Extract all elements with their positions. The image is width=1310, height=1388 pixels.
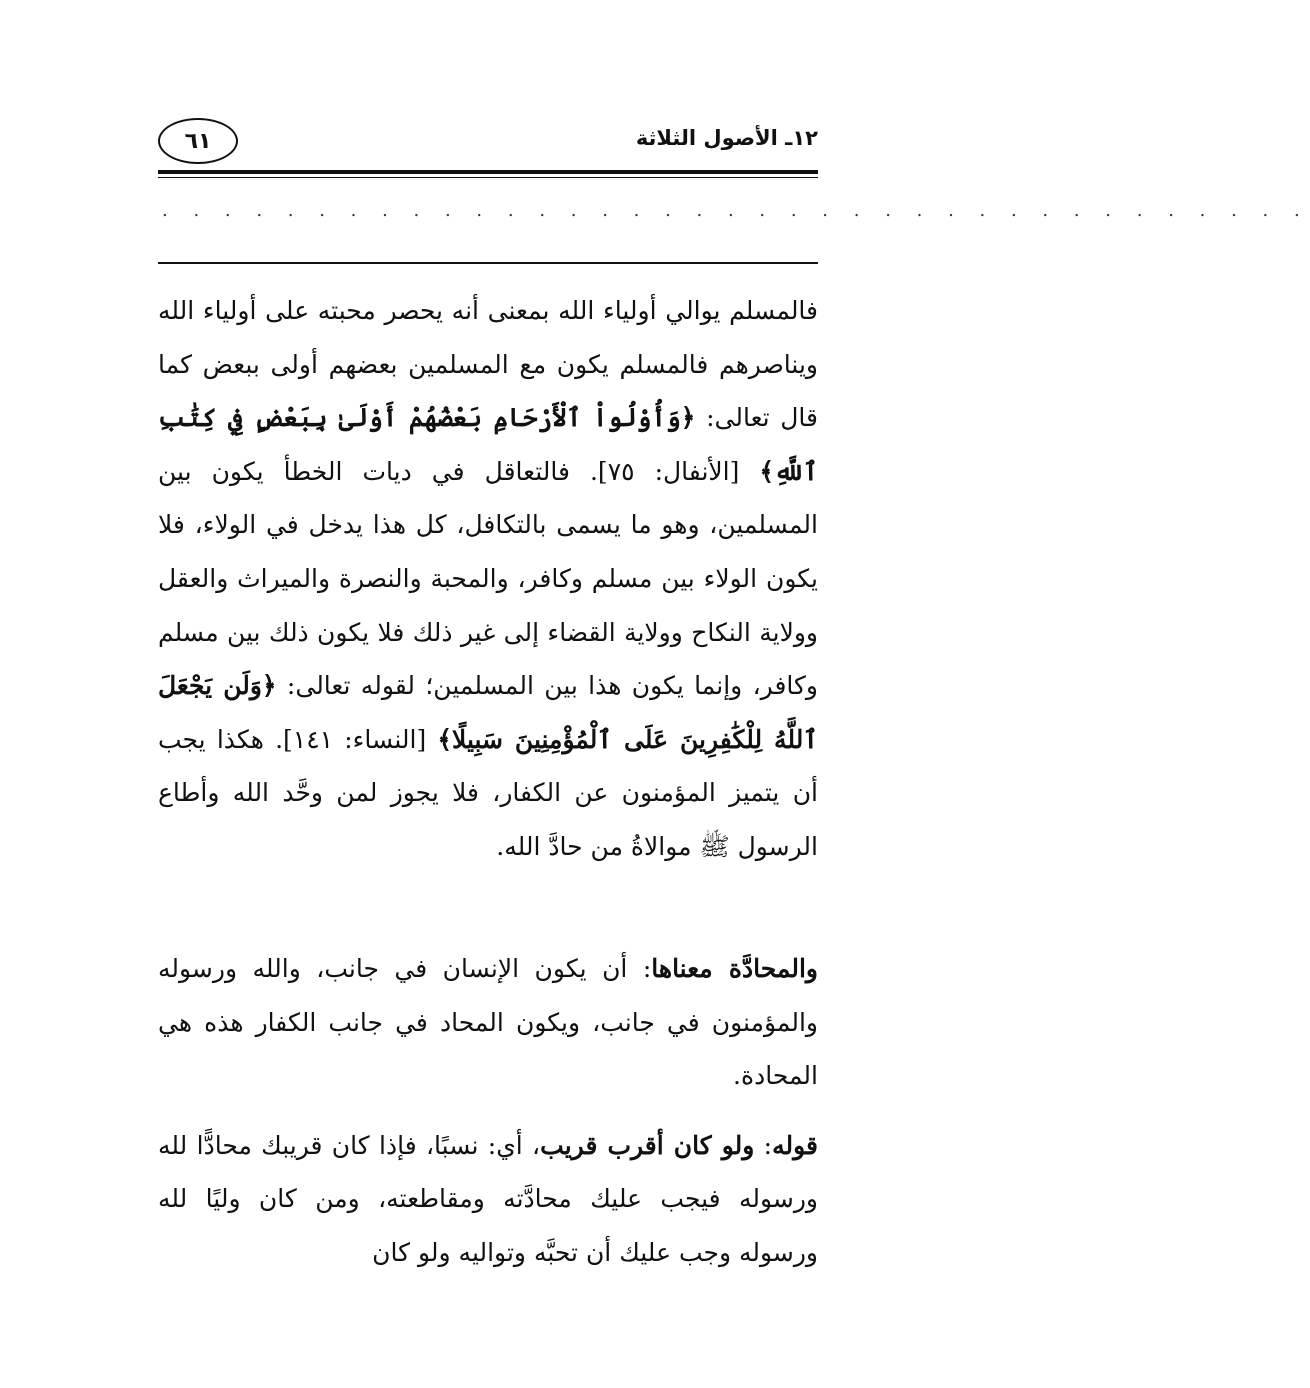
page-header — [158, 110, 818, 170]
paragraph-gap — [158, 927, 818, 942]
header-rule-thin — [158, 177, 818, 178]
term-heading: والمحادَّة معناها — [651, 954, 818, 983]
footnote-dots-separator: . . . . . . . . . . . . . . . . . . . . . . . . . . . . . . . . . . . . . — [162, 200, 1310, 221]
quote-label: قوله — [772, 1130, 818, 1160]
body-text — [158, 284, 818, 1280]
text-segment: [النساء: ١٤١]. هكذا يجب أن يتميز المؤمنون عن الكفار، فلا يجوز لمن وحَّد الله وأطاع الرسول ﷺ موالاةُ من حادَّ الله. — [158, 724, 818, 861]
paragraph-qareeb — [158, 1119, 818, 1280]
page-number-text: ٦١ — [184, 128, 212, 154]
quran-verse-nisa: ﴿وَلَن يَجْعَلَ ٱللَّهُ لِلْكَٰفِرِينَ عَلَى ٱلْمُؤْمِنِينَ سَبِيلًا﴾ — [158, 671, 818, 754]
page-number — [158, 118, 238, 164]
text-segment: [الأنفال: ٧٥]. فالتعاقل في ديات الخطأ يكون بين المسلمين، وهو ما يسمى بالتكافل، كل هذا يدخل في الولاء، فلا يكون الولاء بين مسلم وكافر، والمحبة والنصرة والميراث والعقل وولاية النكاح وولاية القضاء إلى غير ذلك فلا يكون ذلك بين مسلم وكافر، وإنما يكون هذا بين المسلمين؛ لقوله تعالى: — [158, 456, 818, 701]
quran-verse-anfal: ﴿وَأُوْلُواْ ٱلْأَرْحَامِ بَعْضُهُمْ أَوْلَىٰ بِبَعْضٍ فِي كِتَٰبِ ٱللَّهِ﴾ — [158, 403, 818, 486]
section-rule — [158, 262, 818, 264]
text-segment: : — [754, 1130, 773, 1160]
text-segment: : أن يكون الإنسان في جانب، والله ورسوله والمؤمنون في جانب، ويكون المحاد في جانب الكفار هذه هي المحادة. — [158, 954, 818, 1091]
header-rule-thick — [158, 170, 818, 174]
paragraph-walaa — [158, 284, 818, 927]
text-segment: ، أي: نسبًا، فإذا كان قريبك محادًّا لله ورسوله فيجب عليك محادَّته ومقاطعته، ومن كان وليًا لله ورسوله وجب عليك أن تحبَّه وتواليه ولو كان — [158, 1130, 818, 1267]
quoted-phrase: ولو كان أقرب قريب — [540, 1130, 755, 1160]
chapter-title: ١٢ـ الأصول الثلاثة — [635, 126, 818, 150]
paragraph-gap — [158, 1103, 818, 1119]
paragraph-muhadda — [158, 942, 818, 1103]
text-segment: فالمسلم يوالي أولياء الله بمعنى أنه يحصر محبته على أولياء الله ويناصرهم فالمسلم يكون مع المسلمين بعضهم أولى ببعض كما قال تعالى: — [158, 296, 818, 433]
